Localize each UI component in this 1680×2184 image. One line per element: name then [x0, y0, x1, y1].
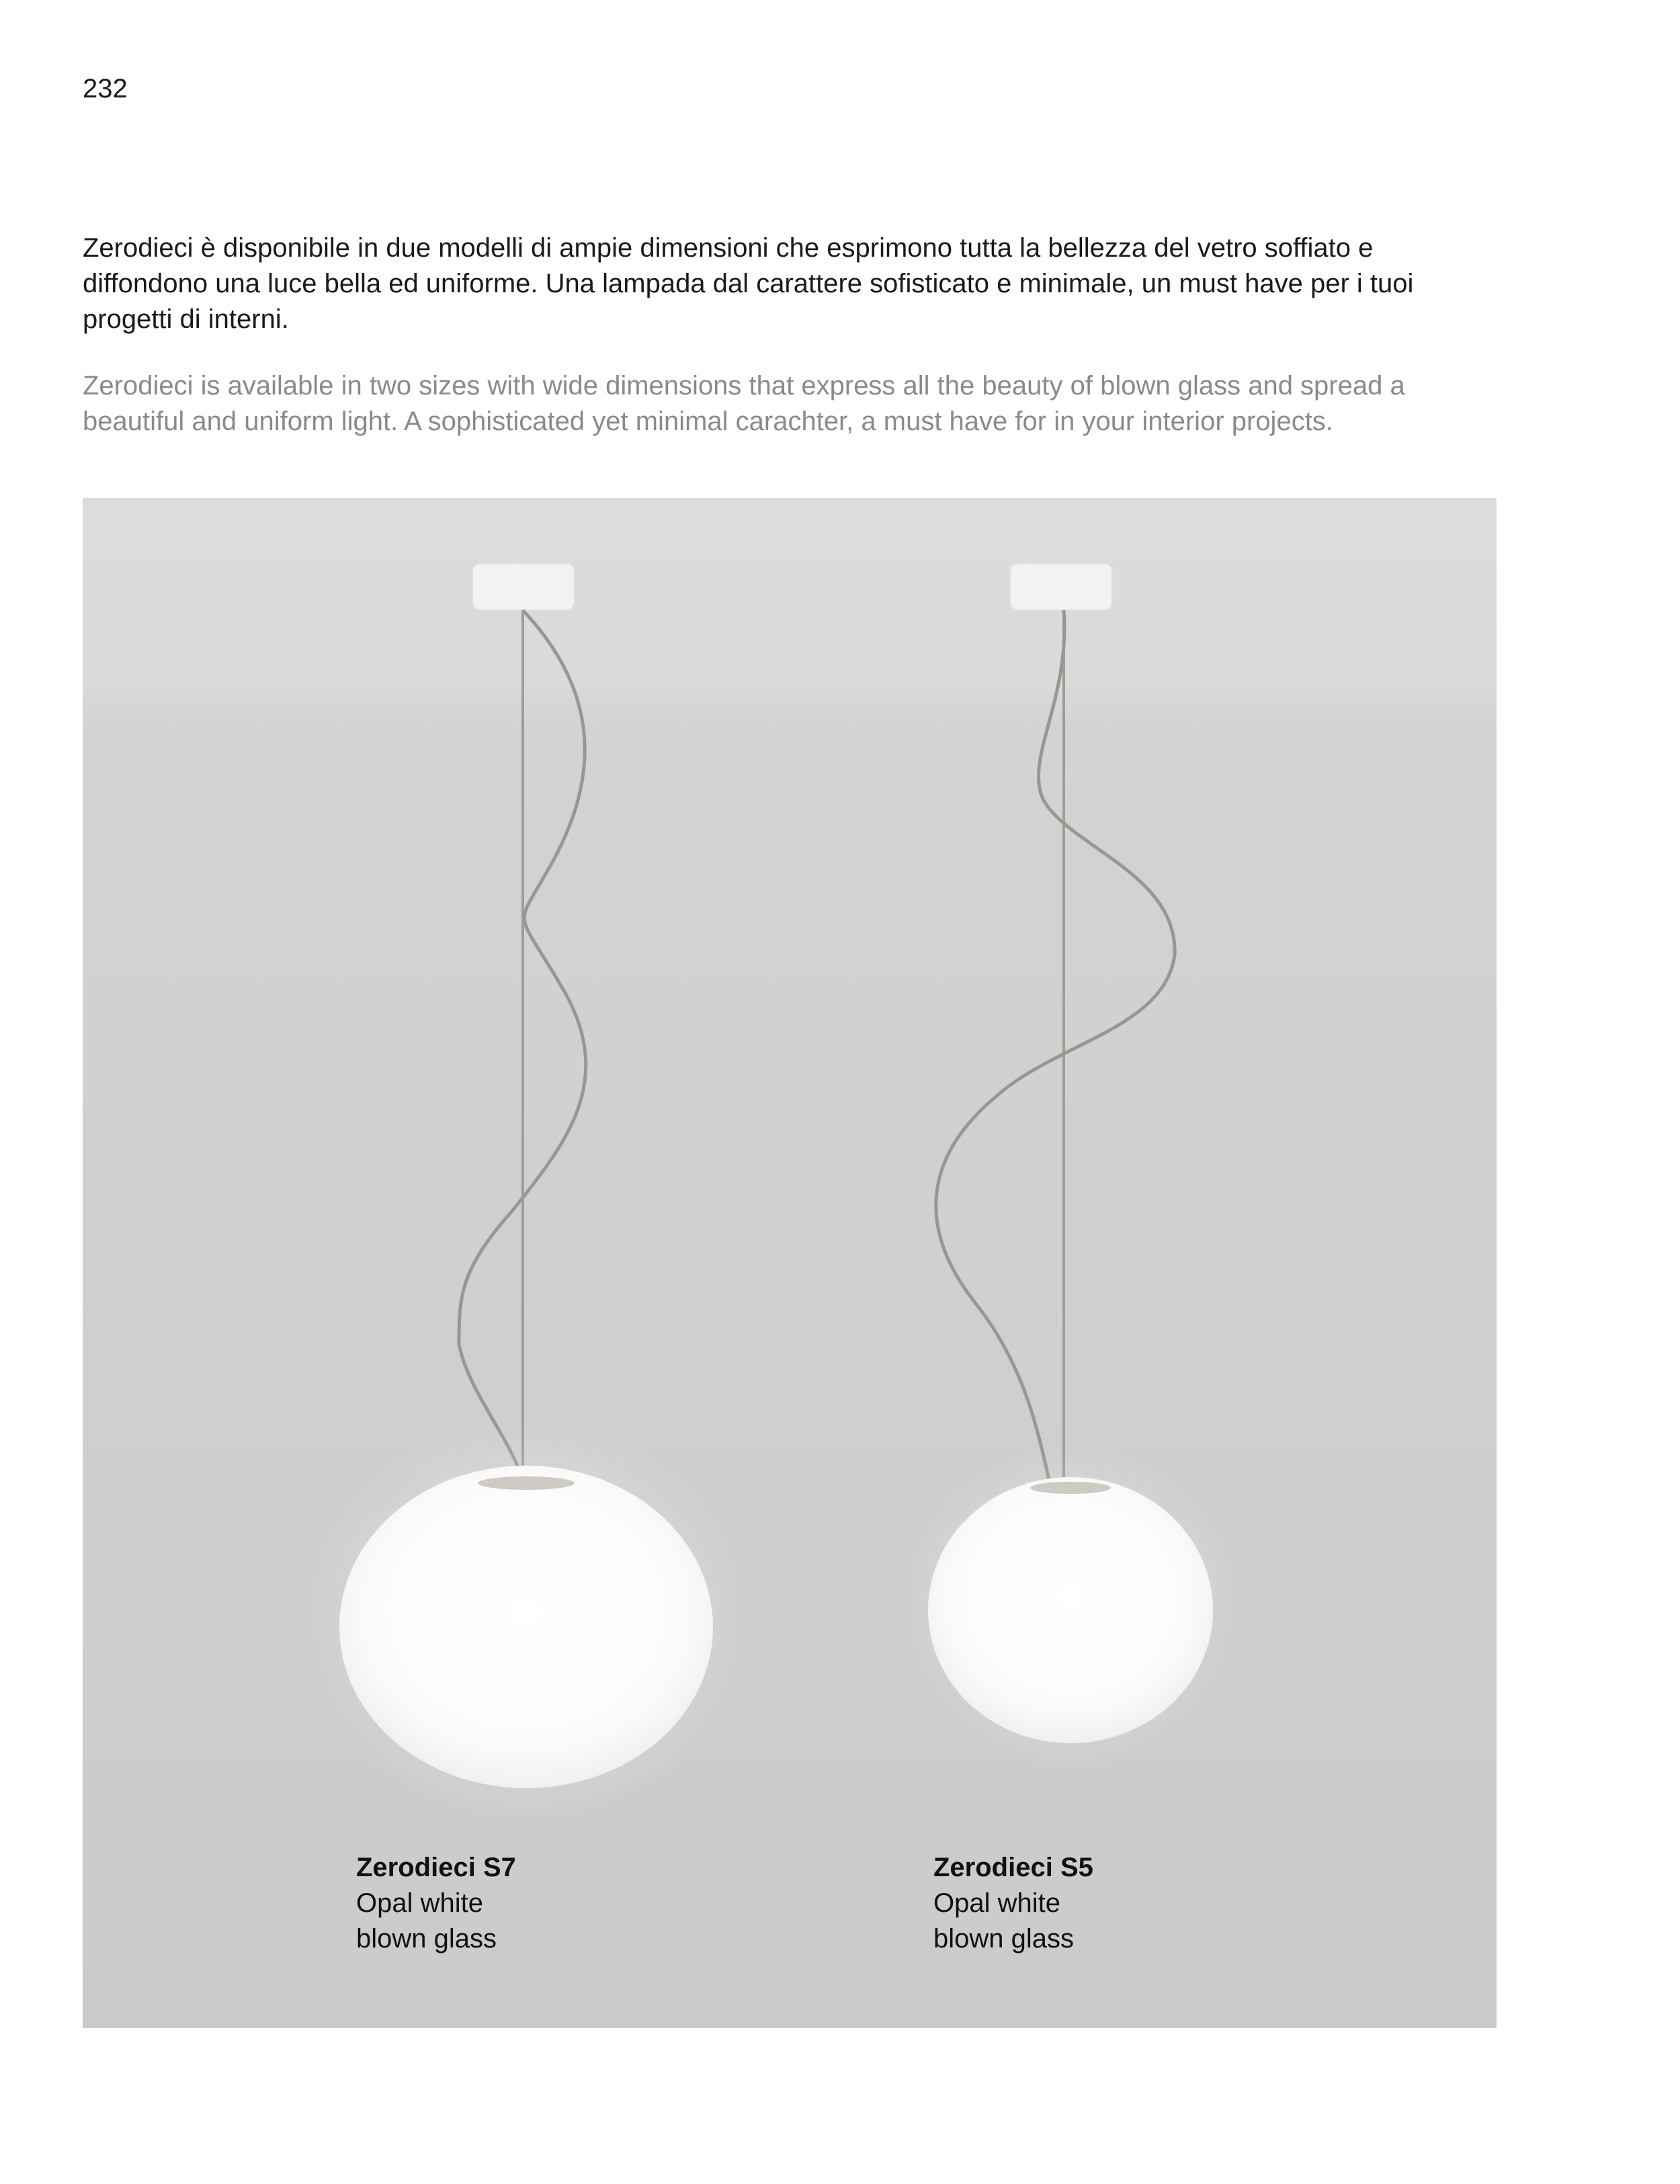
product-photo-illustration [83, 498, 1497, 2028]
product-name: Zerodieci S5 [933, 1853, 1093, 1882]
intro-english: Zerodieci is available in two sizes with wide dimensions that express all the beauty of blown glass and spread a beautiful and uniform light. A sophisticated yet minimal carachter, a must have for in your interior projects. [83, 371, 1405, 436]
caption-zerodieci-s7 [356, 1850, 516, 1957]
product-name: Zerodieci S7 [356, 1853, 516, 1882]
product-material: blown glass [933, 1924, 1075, 1954]
globe-neck-s5 [1030, 1482, 1111, 1494]
product-finish: Opal white [356, 1888, 483, 1918]
page-number: 232 [83, 74, 128, 103]
globe-s7 [339, 1466, 713, 1788]
globe-s5 [928, 1477, 1213, 1743]
intro-italian: Zerodieci è disponibile in due modelli di ampie dimensioni che esprimono tutta la bellezza del vetro soffiato e diffondono una luce bella ed uniforme. Una lampada dal carattere sofisticato e minimale, un must have per i tuoi progetti di interni. [83, 233, 1414, 334]
product-finish: Opal white [933, 1888, 1060, 1918]
globe-neck-s7 [478, 1476, 575, 1490]
ceiling-rose-s7 [472, 563, 575, 610]
product-photo [83, 498, 1497, 2028]
product-material: blown glass [356, 1924, 497, 1954]
ceiling-and-wall [83, 498, 1497, 2028]
caption-zerodieci-s5 [933, 1850, 1093, 1957]
ceiling-rose-s5 [1010, 563, 1112, 610]
